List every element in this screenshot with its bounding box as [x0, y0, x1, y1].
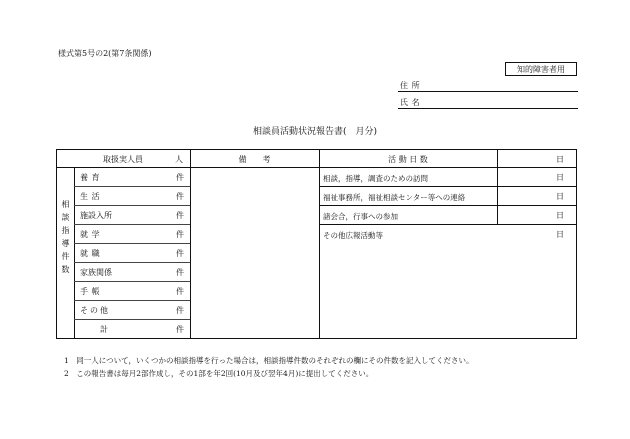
total-label: 計 — [100, 325, 108, 334]
row-divider — [74, 186, 190, 187]
category-label: 就学 — [80, 230, 104, 239]
address-line — [398, 91, 578, 92]
count-unit: 件 — [176, 230, 184, 239]
row-divider — [74, 300, 190, 301]
count-column-divider — [190, 149, 191, 339]
note-2: 2 この報告書は毎月2部作成し，その1部を年2回(10月及び翌年4月)に提出してください。 — [64, 369, 374, 378]
page-title: 相談員活動状況報告書( 月分) — [252, 127, 378, 137]
category-badge-label: 知的障害者用 — [517, 65, 565, 74]
day-unit: 日 — [556, 230, 564, 239]
category-label: 生活 — [80, 192, 104, 201]
activity-divider — [319, 205, 577, 206]
count-unit: 件 — [176, 173, 184, 182]
category-badge — [505, 62, 577, 76]
day-unit: 日 — [556, 173, 564, 182]
category-label: その他 — [80, 306, 110, 315]
count-unit: 件 — [176, 306, 184, 315]
day-unit: 日 — [556, 211, 564, 220]
guidance-group-label: 相談指導件数 — [61, 200, 70, 278]
activity-days-header: 活 動 日 数 — [388, 155, 428, 164]
form-number: 様式第5号の2(第7条関係) — [58, 49, 152, 58]
activity-label: 諸会合，行事への参加 — [323, 212, 398, 221]
handled-people-header: 取扱実人員 — [103, 155, 143, 164]
table-frame — [56, 149, 577, 339]
category-label: 施設入所 — [80, 211, 112, 220]
count-unit: 件 — [176, 211, 184, 220]
activity-label: 福祉事務所，福祉相談センター等への連絡 — [323, 193, 466, 202]
category-label: 養育 — [80, 173, 104, 182]
people-unit: 人 — [175, 155, 183, 164]
activity-divider — [319, 186, 577, 187]
name-line — [398, 108, 578, 109]
header-divider — [56, 167, 577, 168]
category-label: 家族関係 — [80, 268, 112, 277]
category-label: 手帳 — [80, 287, 104, 296]
count-unit: 件 — [176, 192, 184, 201]
day-unit: 日 — [556, 192, 564, 201]
remarks-column-divider — [319, 149, 320, 339]
note-1: 1 同一人について，いくつかの相談指導を行った場合は，相談指導件数のそれぞれの欄にその件数を記入してください。 — [64, 356, 474, 365]
row-divider — [74, 205, 190, 206]
row-divider — [74, 319, 190, 320]
name-label: 氏名 — [400, 98, 424, 107]
category-label: 就職 — [80, 249, 104, 258]
count-unit: 件 — [176, 268, 184, 277]
activity-divider — [319, 224, 577, 225]
count-unit: 件 — [176, 325, 184, 334]
row-divider — [74, 281, 190, 282]
count-unit: 件 — [176, 249, 184, 258]
days-column-divider — [497, 149, 498, 225]
activity-label: 相談，指導，調査のための訪問 — [323, 174, 428, 183]
row-divider — [74, 262, 190, 263]
row-divider — [74, 224, 190, 225]
group-label-divider — [74, 167, 75, 339]
day-unit: 日 — [556, 155, 564, 164]
row-divider — [74, 243, 190, 244]
address-label: 住所 — [400, 81, 424, 90]
remarks-header: 備 考 — [238, 155, 271, 164]
activity-label: その他広報活動等 — [323, 231, 383, 240]
count-unit: 件 — [176, 287, 184, 296]
